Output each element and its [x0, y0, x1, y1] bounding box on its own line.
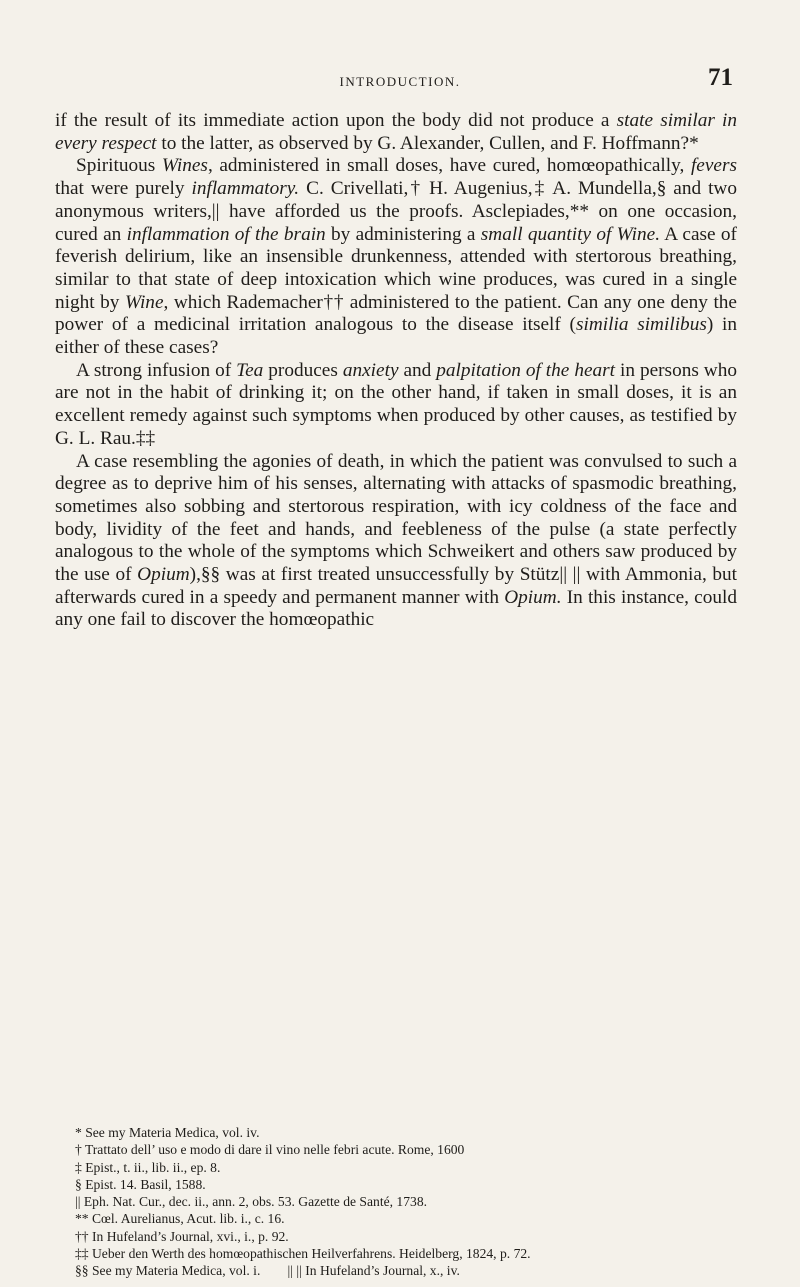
text-run: A case of feverish delirium, like an insensible drunkenness, attended with stertorous breathing, similar to that state of deep intoxication which wine produces, was cured in a single night by: [55, 223, 737, 313]
text-run: if the result of its immediate action upon the body did not produce a: [55, 110, 617, 131]
text-run: Spirituous: [76, 155, 162, 177]
text-run: by administering a: [325, 223, 481, 245]
italic-run: fevers: [690, 155, 737, 177]
text-run: C. Crivellati,† H. Augenius,‡ A. Mundella,§ and two anonymous writers,|| have afforded us the proofs. Asclepiades,** on one occasion, cured an: [55, 178, 737, 245]
page-number: 71: [708, 64, 733, 91]
footnote: ‡ Epist., t. ii., lib. ii., ep. 8.: [75, 1159, 221, 1175]
text-run: In this instance, could any one fail to discover the homœopathic: [55, 586, 738, 631]
footnote: * See my Materia Medica, vol. iv.: [75, 1125, 260, 1140]
text-run: ) in either of these cases?: [55, 314, 737, 359]
text-run: , administered in small doses, have cured, homœopathically,: [207, 155, 691, 177]
text-run: to the latter, as observed by G. Alexander, Cullen, and F. Hoffmann?*: [156, 132, 699, 154]
italic-run: similia similibus: [575, 314, 707, 336]
body-text: [55, 110, 737, 632]
text-run: and: [398, 359, 437, 381]
italic-run: Opium.: [504, 586, 562, 608]
text-run: produces: [263, 359, 343, 381]
italic-run: anxiety: [342, 359, 399, 381]
footnote: §§ See my Materia Medica, vol. i. || || In Hufeland’s Journal, x., iv.: [75, 1263, 460, 1279]
page-header: [55, 64, 745, 104]
paragraph-1: [55, 110, 737, 155]
italic-run: Opium: [137, 564, 190, 586]
text-run: A strong infusion of: [76, 359, 237, 381]
text-run: in persons who are not in the habit of drinking it; on the other hand, if taken in small doses, it is an excellent remedy against such symptoms when produced by other causes, as testified by G. L. Rau.‡‡: [55, 359, 738, 449]
footnote: || Eph. Nat. Cur., dec. ii., ann. 2, obs. 53. Gazette de Santé, 1738.: [75, 1194, 428, 1210]
footnote: †† In Hufeland’s Journal, xvi., i., p. 92.: [75, 1228, 289, 1244]
italic-run: palpitation of the heart: [436, 359, 616, 381]
footnote: ‡‡ Ueber den Werth des homœopathischen Heilverfahrens. Heidelberg, 1824, p. 72.: [75, 1246, 531, 1262]
paragraph-3: [55, 360, 737, 451]
footnote: † Trattato dell’ uso e modo di dare il vino nelle febri acute. Rome, 1600: [75, 1142, 465, 1158]
footnotes: [75, 1124, 737, 1280]
text-run: , which Rademacher†† administered to the patient. Can any one deny the power of a medicinal irritation analogous to the disease itself (: [55, 291, 737, 336]
footnote: ** Cœl. Aurelianus, Acut. lib. i., c. 16.: [75, 1211, 285, 1227]
text-run: that were purely: [55, 178, 192, 200]
running-head: INTRODUCTION.: [339, 74, 461, 89]
text-run: ),§§ was at first treated unsuccessfully by Stütz|| || with Ammonia, but afterwards cured in a speedy and permanent manner with: [55, 564, 738, 608]
italic-run: small quantity of Wine.: [480, 223, 661, 245]
italic-run: Wines: [161, 155, 208, 177]
italic-run: state similar in every respect: [55, 110, 737, 154]
paragraph-4: [55, 451, 737, 633]
italic-run: inflammatory.: [191, 178, 300, 200]
paragraph-2: [55, 155, 737, 359]
italic-run: Wine: [124, 291, 164, 313]
italic-run: Tea: [236, 359, 264, 381]
italic-run: inflammation of the brain: [126, 223, 326, 245]
text-run: A case resembling the agonies of death, in which the patient was convulsed to such a degree as to deprive him of his senses, alternating with attacks of spasmodic breathing, sometimes also sobbing and stertorous respiration, with icy coldness of the face and body, lividity of the feet and hands, and feebleness of the pulse (a state perfectly analogous to the whole of the symptoms which Schweikert and others saw produced by the use of: [55, 450, 737, 586]
footnote: § Epist. 14. Basil, 1588.: [75, 1176, 206, 1192]
